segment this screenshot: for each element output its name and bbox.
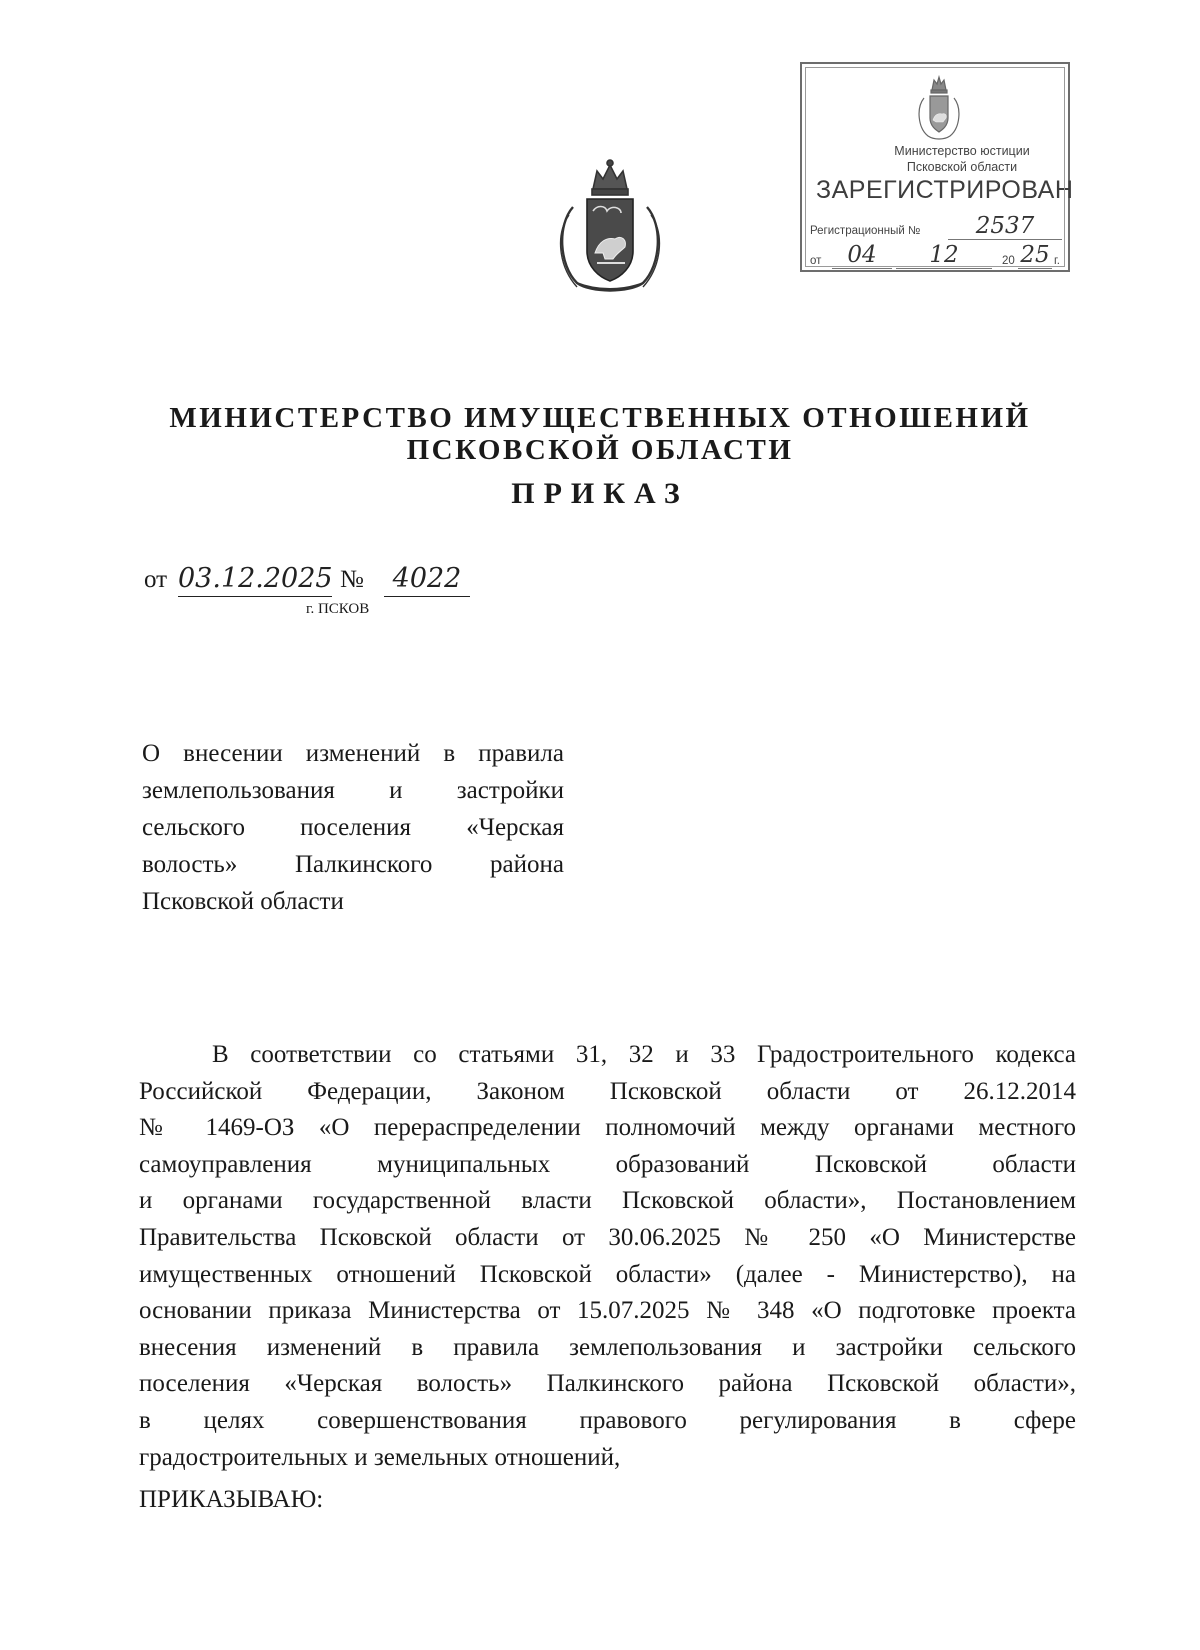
order-date-label: от [144,566,168,593]
body-line: и органами государственной власти Псковской области», Постановлением [139,1187,1076,1215]
subject-line: Псковской области [142,888,344,915]
stamp-year-prefix: 20 [1002,255,1015,267]
stamp-emblem-icon [914,74,964,140]
document-body [139,1037,1076,1476]
stamp-date-label: от [810,255,822,267]
stamp-reg-number: 2537 [948,214,1062,240]
body-line: Правительства Псковской области от 30.06.2025 № 250 «О Министерстве [139,1223,1076,1251]
body-line: В соответствии со статьями 31, 32 и 33 Градостроительного кодекса [212,1041,1076,1068]
body-line: внесения изменений в правила землепользования и застройки сельского [139,1333,1076,1361]
stamp-status: ЗАРЕГИСТРИРОВАН [816,176,1074,204]
coat-of-arms-emblem [547,155,673,295]
stamp-reg-label: Регистрационный № [810,225,921,237]
body-line: № 1469-ОЗ «О перераспределении полномочий между органами местного [139,1114,1076,1142]
stamp-ministry-name: Министерство юстиции [894,144,1030,158]
stamp-year-abbrev: г. [1054,255,1060,267]
body-line: самоуправления муниципальных образований Псковской области [139,1150,1076,1178]
body-line: имущественных отношений Псковской области» (далее - Министерство), на [139,1260,1076,1288]
document-subject [142,735,564,920]
stamp-day: 04 [832,244,892,269]
stamp-month: 12 [896,244,992,269]
stamp-registration-row [810,214,1066,244]
body-line: Российской Федерации, Законом Псковской области от 26.12.2014 [139,1077,1076,1105]
subject-line: сельского поселения «Черская [142,814,564,841]
body-line: поселения «Черская волость» Палкинского района Псковской области», [139,1370,1076,1398]
stamp-region-name: Псковской области [906,160,1018,174]
body-line: основании приказа Министерства от 15.07.2025 № 348 «О подготовке проекта [139,1297,1076,1325]
body-line: градостроительных и земельных отношений, [139,1443,621,1471]
subject-line: землепользования и застройки [142,777,564,804]
order-date: 03.12.2025 [178,560,332,597]
organization-name-line2: ПСКОВСКОЙ ОБЛАСТИ [406,434,794,466]
order-city: г. ПСКОВ [306,601,370,617]
body-line: в целях совершенствования правового регулирования в сфере [139,1406,1076,1434]
document-type: ПРИКАЗ [511,477,689,510]
registration-stamp [800,62,1074,272]
subject-line: О внесении изменений в правила [142,740,564,767]
stamp-date-row [810,244,1066,272]
organization-name-line1: МИНИСТЕРСТВО ИМУЩЕСТВЕННЫХ ОТНОШЕНИЙ [169,402,1031,434]
order-command: ПРИКАЗЫВАЮ: [139,1486,324,1513]
stamp-year-suffix: 25 [1018,244,1052,269]
order-number-label: № [340,566,364,593]
subject-line: волость» Палкинского района [142,851,564,878]
order-number: 4022 [384,560,470,597]
